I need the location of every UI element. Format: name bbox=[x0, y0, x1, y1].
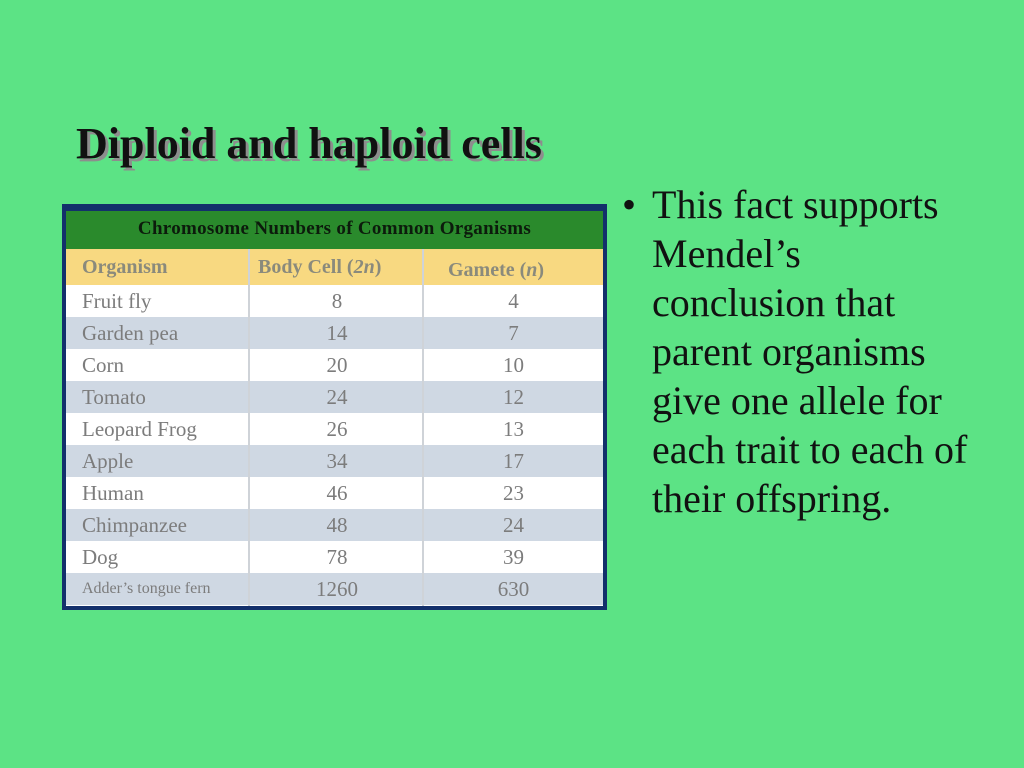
cell-organism: Chimpanzee bbox=[82, 513, 187, 537]
cell-gamete-count: 4 bbox=[508, 289, 519, 313]
table-row bbox=[66, 381, 603, 413]
header-organism bbox=[82, 249, 168, 285]
cell-organism: Apple bbox=[82, 449, 134, 473]
table-row bbox=[66, 509, 603, 541]
cell-gamete-count: 630 bbox=[497, 577, 530, 601]
slide-title: Diploid and haploid cells bbox=[76, 119, 542, 168]
cell-gamete-count: 17 bbox=[503, 449, 524, 473]
table-row bbox=[66, 413, 603, 445]
header-gamete-suffix: ) bbox=[537, 259, 545, 281]
header-body-suffix: ) bbox=[374, 256, 382, 278]
cell-gamete-count: 13 bbox=[503, 417, 524, 441]
cell-organism: Leopard Frog bbox=[82, 417, 197, 441]
cell-body-cell-count: 1260 bbox=[316, 577, 358, 601]
header-organism-label: Organism bbox=[82, 256, 168, 278]
cell-gamete-count: 39 bbox=[503, 545, 524, 569]
cell-gamete-count: 24 bbox=[503, 513, 524, 537]
cell-gamete-count: 10 bbox=[503, 353, 524, 377]
table-row bbox=[66, 541, 603, 573]
header-body-prefix: Body Cell ( bbox=[258, 256, 354, 278]
cell-body-cell-count: 34 bbox=[326, 449, 348, 473]
cell-body-cell-count: 8 bbox=[331, 289, 343, 313]
cell-organism: Garden pea bbox=[82, 321, 179, 345]
cell-organism: Corn bbox=[82, 353, 124, 377]
header-gamete bbox=[448, 252, 544, 288]
header-gamete-prefix: Gamete ( bbox=[448, 259, 527, 281]
header-body-var: 2n bbox=[353, 256, 375, 278]
bullet-text: This fact supports Mendel’s conclusion that parent organisms give one allele for each trait to each of their offspring. bbox=[652, 182, 968, 521]
cell-organism: Tomato bbox=[82, 385, 146, 409]
cell-body-cell-count: 48 bbox=[326, 513, 348, 537]
cell-body-cell-count: 46 bbox=[326, 481, 348, 505]
cell-organism: Human bbox=[82, 481, 144, 505]
cell-body-cell-count: 14 bbox=[326, 321, 348, 345]
column-divider bbox=[422, 249, 424, 606]
column-divider bbox=[248, 249, 250, 606]
cell-gamete-count: 12 bbox=[503, 385, 524, 409]
cell-gamete-count: 23 bbox=[503, 481, 524, 505]
cell-body-cell-count: 20 bbox=[326, 353, 348, 377]
cell-gamete-count: 7 bbox=[508, 321, 519, 345]
table-caption: Chromosome Numbers of Common Organisms bbox=[66, 211, 603, 249]
header-gamete-var: n bbox=[526, 259, 538, 281]
table-row bbox=[66, 317, 603, 349]
bullet-icon: • bbox=[622, 182, 637, 227]
cell-body-cell-count: 78 bbox=[326, 545, 348, 569]
header-body-cell bbox=[258, 249, 381, 285]
table-header-row bbox=[66, 249, 603, 285]
table-row bbox=[66, 285, 603, 317]
table-body bbox=[66, 249, 603, 606]
table-row bbox=[66, 445, 603, 477]
table-row bbox=[66, 477, 603, 509]
cell-organism: Dog bbox=[82, 545, 119, 569]
cell-body-cell-count: 24 bbox=[326, 385, 348, 409]
cell-organism: Adder’s tongue fern bbox=[82, 580, 211, 597]
cell-organism: Fruit fly bbox=[82, 289, 152, 313]
chromosome-table bbox=[62, 204, 607, 610]
table-row bbox=[66, 573, 603, 605]
cell-body-cell-count: 26 bbox=[326, 417, 348, 441]
table-row bbox=[66, 349, 603, 381]
